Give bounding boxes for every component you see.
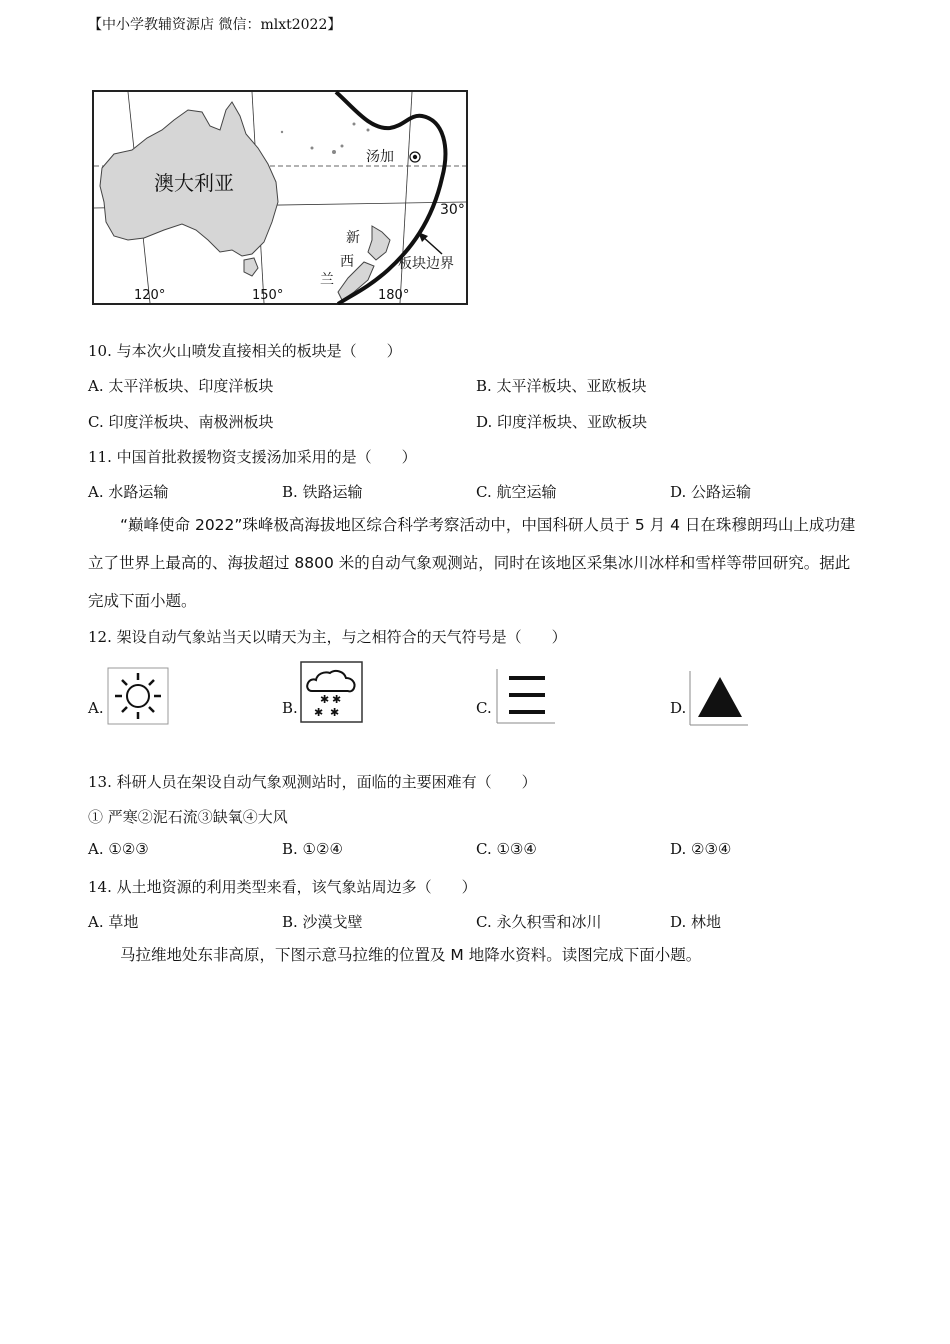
q11-option-a: A. 水路运输 xyxy=(88,483,169,501)
q11-option-d: D. 公路运输 xyxy=(670,483,752,501)
label-nz1: 新 xyxy=(346,230,360,246)
q14-option-a: A. 草地 xyxy=(88,913,139,931)
q11-stem: 11. 中国首批救援物资支援汤加采用的是（ ） xyxy=(88,448,417,466)
page-header: 【中小学教辅资源店 微信：mlxt2022】 xyxy=(88,17,342,33)
svg-text:✱: ✱ xyxy=(320,693,330,706)
svg-text:✱: ✱ xyxy=(314,706,324,719)
intro-paragraph-everest: “巅峰使命 2022”珠峰极高海拔地区综合科学考察活动中，中国科研人员于 5 月 4 日在珠穆朗玛山上成功建立了世界上最高的、海拔超过 8800 米的自动气象观测站，同时在该地区采集冰川冰样和雪样等带回研究。据此完成下面小题。 xyxy=(88,516,856,610)
sun-icon xyxy=(107,667,169,725)
q12-stem: 12. 架设自动气象站当天以晴天为主，与之相符合的天气符号是（ ） xyxy=(88,628,567,646)
q12-option-d-label: D. xyxy=(670,699,687,717)
snow-cloud-icon xyxy=(300,661,363,723)
label-tonga: 汤加 xyxy=(366,149,394,165)
label-nz3: 兰 xyxy=(320,272,334,288)
q14-option-d: D. 林地 xyxy=(670,913,722,931)
q10-option-a: A. 太平洋板块、印度洋板块 xyxy=(88,377,274,395)
q13-items: ① 严寒②泥石流③缺氧④大风 xyxy=(88,808,288,826)
q13-stem: 13. 科研人员在架设自动气象观测站时，面临的主要困难有（ ） xyxy=(88,773,537,791)
label-australia: 澳大利亚 xyxy=(154,171,234,195)
q12-option-a-label: A. xyxy=(88,699,104,717)
q10-option-b: B. 太平洋板块、亚欧板块 xyxy=(476,377,647,395)
label-lon180: 180° xyxy=(378,288,410,303)
q10-option-d: D. 印度洋板块、亚欧板块 xyxy=(476,413,648,431)
q11-option-b: B. 铁路运输 xyxy=(282,483,363,501)
oceania-map xyxy=(92,90,468,305)
q12-option-b-label: B. xyxy=(282,699,298,717)
intro-paragraph-malawi: 马拉维地处东非高原，下图示意马拉维的位置及 M 地降水资料。读图完成下面小题。 xyxy=(120,946,702,964)
q11-option-c: C. 航空运输 xyxy=(476,483,557,501)
label-lon120: 120° xyxy=(134,288,166,303)
label-lon150: 150° xyxy=(252,288,284,303)
q13-option-d: D. ②③④ xyxy=(670,840,732,858)
fog-icon xyxy=(495,667,557,725)
q10-option-c: C. 印度洋板块、南极洲板块 xyxy=(88,413,274,431)
q14-option-b: B. 沙漠戈壁 xyxy=(282,913,363,931)
svg-text:✱: ✱ xyxy=(330,706,340,719)
q12-option-c-label: C. xyxy=(476,699,492,717)
q13-option-a: A. ①②③ xyxy=(88,840,149,858)
label-nz2: 西 xyxy=(340,254,354,270)
svg-text:✱: ✱ xyxy=(332,693,342,706)
q14-stem: 14. 从土地资源的利用类型来看，该气象站周边多（ ） xyxy=(88,878,477,896)
q14-option-c: C. 永久积雪和冰川 xyxy=(476,913,602,931)
q13-option-b: B. ①②④ xyxy=(282,840,343,858)
q13-option-c: C. ①③④ xyxy=(476,840,537,858)
q10-stem: 10. 与本次火山喷发直接相关的板块是（ ） xyxy=(88,342,402,360)
label-lat30: 30° xyxy=(440,202,465,218)
hail-triangle-icon xyxy=(688,669,750,727)
label-plate-boundary: 板块边界 xyxy=(398,256,454,272)
